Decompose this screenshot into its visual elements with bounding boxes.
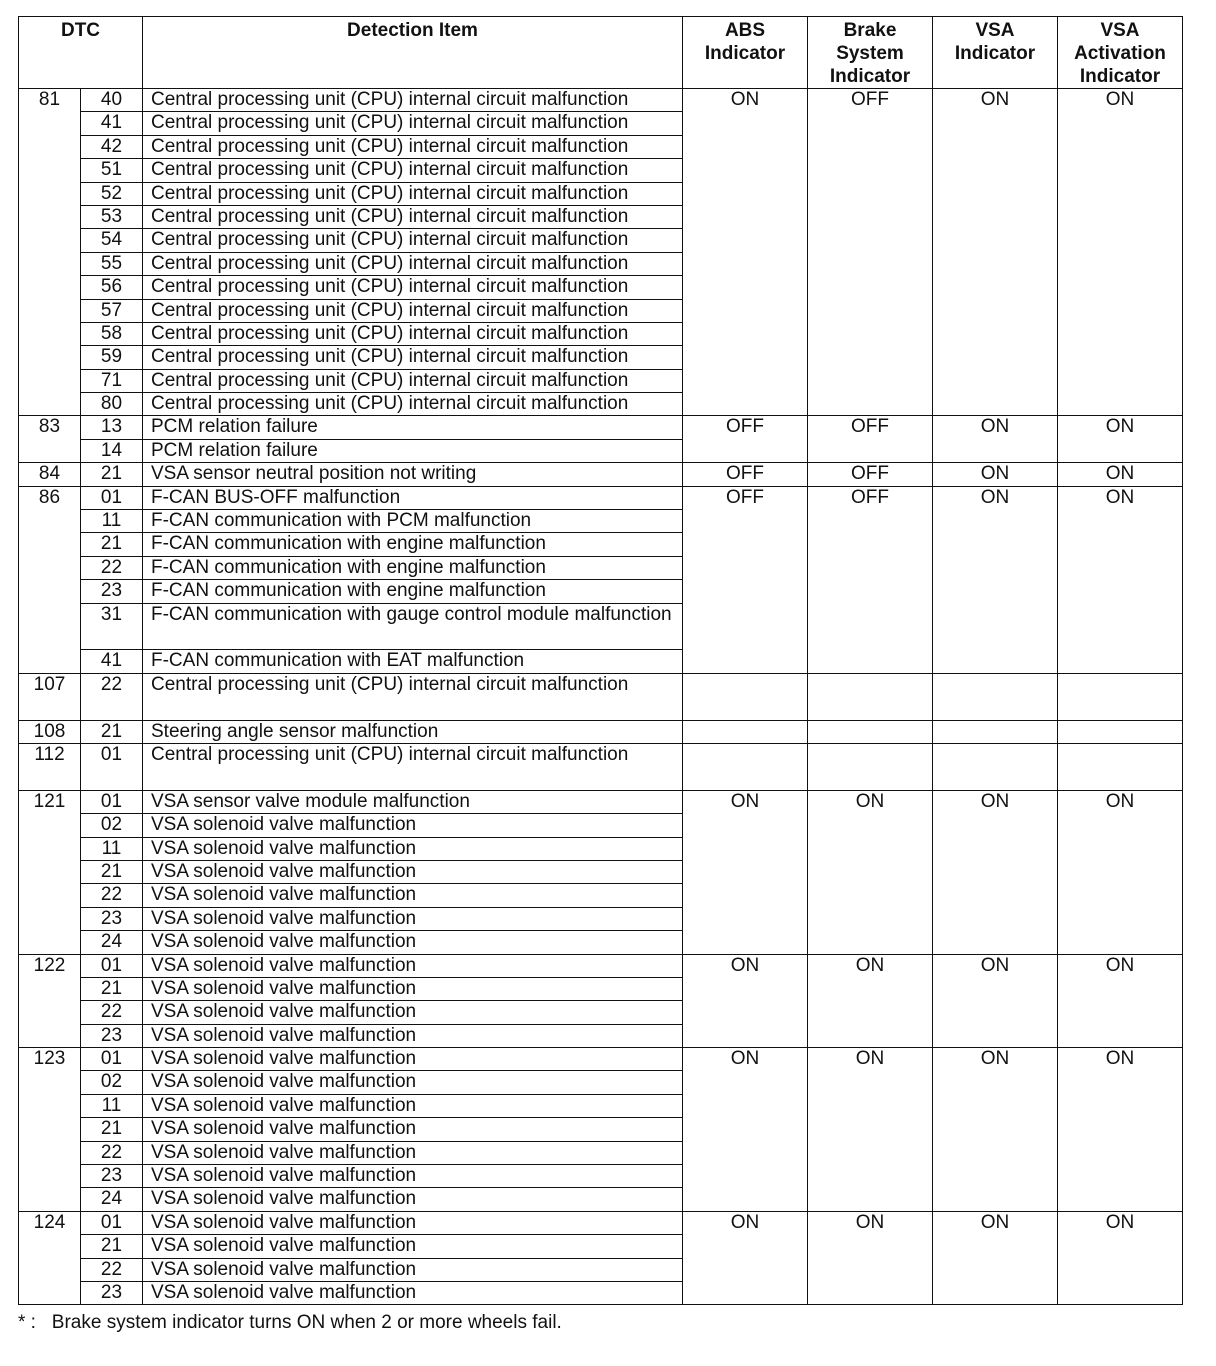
table-body <box>19 89 1183 1305</box>
detection-item: F-CAN communication with engine malfunction <box>143 533 683 556</box>
dtc-sub-code: 21 <box>81 860 143 883</box>
dtc-sub-code: 01 <box>81 790 143 813</box>
table-row <box>19 954 1183 977</box>
detection-item: VSA solenoid valve malfunction <box>143 977 683 1000</box>
table-row <box>19 790 1183 813</box>
detection-item: VSA solenoid valve malfunction <box>143 907 683 930</box>
detection-item: Central processing unit (CPU) internal circuit malfunction <box>143 276 683 299</box>
dtc-sub-code: 23 <box>81 580 143 603</box>
abs-indicator-status: ON <box>683 1211 808 1305</box>
abs-indicator-status <box>683 720 808 743</box>
detection-item: PCM relation failure <box>143 439 683 462</box>
dtc-sub-code: 21 <box>81 533 143 556</box>
dtc-sub-code: 51 <box>81 159 143 182</box>
dtc-sub-code: 31 <box>81 603 143 650</box>
dtc-main-code: 121 <box>19 790 81 954</box>
dtc-sub-code: 21 <box>81 1235 143 1258</box>
detection-item: VSA solenoid valve malfunction <box>143 814 683 837</box>
dtc-main-code: 124 <box>19 1211 81 1305</box>
table-row <box>19 89 1183 112</box>
detection-item: VSA sensor valve module malfunction <box>143 790 683 813</box>
detection-item: VSA solenoid valve malfunction <box>143 1118 683 1141</box>
dtc-sub-code: 22 <box>81 884 143 907</box>
detection-item: PCM relation failure <box>143 416 683 439</box>
dtc-sub-code: 41 <box>81 650 143 673</box>
detection-item: VSA solenoid valve malfunction <box>143 860 683 883</box>
dtc-sub-code: 22 <box>81 1001 143 1024</box>
detection-item: Steering angle sensor malfunction <box>143 720 683 743</box>
vsa-indicator-status: ON <box>933 486 1058 673</box>
abs-indicator-status: OFF <box>683 416 808 463</box>
brake-system-indicator-status: ON <box>808 954 933 1048</box>
brake-system-indicator-status <box>808 743 933 790</box>
dtc-sub-code: 71 <box>81 369 143 392</box>
dtc-sub-code: 56 <box>81 276 143 299</box>
dtc-sub-code: 01 <box>81 486 143 509</box>
dtc-main-code: 107 <box>19 673 81 720</box>
footnote: * : Brake system indicator turns ON when 2 or more wheels fail. <box>18 1312 562 1333</box>
dtc-sub-code: 55 <box>81 252 143 275</box>
dtc-sub-code: 13 <box>81 416 143 439</box>
header-abs-indicator: ABS Indicator <box>683 17 808 89</box>
detection-item: VSA solenoid valve malfunction <box>143 931 683 954</box>
dtc-sub-code: 14 <box>81 439 143 462</box>
header-brake-system-indicator: Brake System Indicator <box>808 17 933 89</box>
detection-item: VSA solenoid valve malfunction <box>143 1281 683 1304</box>
detection-item: Central processing unit (CPU) internal circuit malfunction <box>143 229 683 252</box>
table-row <box>19 463 1183 486</box>
dtc-sub-code: 23 <box>81 907 143 930</box>
dtc-sub-code: 01 <box>81 1211 143 1234</box>
detection-item: VSA solenoid valve malfunction <box>143 1211 683 1234</box>
detection-item: VSA solenoid valve malfunction <box>143 884 683 907</box>
dtc-sub-code: 24 <box>81 931 143 954</box>
abs-indicator-status: OFF <box>683 463 808 486</box>
vsa-indicator-status: ON <box>933 790 1058 954</box>
abs-indicator-status <box>683 743 808 790</box>
detection-item: Central processing unit (CPU) internal circuit malfunction <box>143 205 683 228</box>
abs-indicator-status <box>683 673 808 720</box>
dtc-sub-code: 59 <box>81 346 143 369</box>
detection-item: Central processing unit (CPU) internal circuit malfunction <box>143 369 683 392</box>
dtc-sub-code: 40 <box>81 89 143 112</box>
dtc-sub-code: 57 <box>81 299 143 322</box>
dtc-sub-code: 22 <box>81 1258 143 1281</box>
dtc-sub-code: 42 <box>81 135 143 158</box>
dtc-sub-code: 01 <box>81 954 143 977</box>
detection-item: Central processing unit (CPU) internal circuit malfunction <box>143 299 683 322</box>
dtc-sub-code: 11 <box>81 1094 143 1117</box>
dtc-sub-code: 21 <box>81 1118 143 1141</box>
detection-item: VSA solenoid valve malfunction <box>143 1048 683 1071</box>
vsa-indicator-status: ON <box>933 954 1058 1048</box>
dtc-sub-code: 21 <box>81 720 143 743</box>
vsa-activation-indicator-status: ON <box>1058 1048 1183 1212</box>
vsa-activation-indicator-status: ON <box>1058 416 1183 463</box>
detection-item: Central processing unit (CPU) internal circuit malfunction <box>143 112 683 135</box>
vsa-activation-indicator-status: ON <box>1058 486 1183 673</box>
table-row <box>19 486 1183 509</box>
header-detection-item: Detection Item <box>143 17 683 89</box>
detection-item: VSA solenoid valve malfunction <box>143 1165 683 1188</box>
table-row <box>19 673 1183 720</box>
brake-system-indicator-status <box>808 720 933 743</box>
detection-item: F-CAN BUS-OFF malfunction <box>143 486 683 509</box>
detection-item: VSA solenoid valve malfunction <box>143 1188 683 1211</box>
dtc-sub-code: 80 <box>81 393 143 416</box>
dtc-sub-code: 22 <box>81 556 143 579</box>
dtc-sub-code: 53 <box>81 205 143 228</box>
vsa-activation-indicator-status: ON <box>1058 89 1183 416</box>
table-row <box>19 720 1183 743</box>
brake-system-indicator-status: ON <box>808 1048 933 1212</box>
dtc-sub-code: 23 <box>81 1281 143 1304</box>
vsa-activation-indicator-status <box>1058 743 1183 790</box>
header-vsa-indicator: VSA Indicator <box>933 17 1058 89</box>
detection-item: F-CAN communication with engine malfunction <box>143 556 683 579</box>
dtc-sub-code: 58 <box>81 322 143 345</box>
header-vsa-activation-indicator: VSA Activation Indicator <box>1058 17 1183 89</box>
dtc-main-code: 122 <box>19 954 81 1048</box>
detection-item: VSA solenoid valve malfunction <box>143 954 683 977</box>
dtc-main-code: 123 <box>19 1048 81 1212</box>
detection-item: Central processing unit (CPU) internal circuit malfunction <box>143 159 683 182</box>
dtc-sub-code: 11 <box>81 510 143 533</box>
vsa-activation-indicator-status <box>1058 673 1183 720</box>
vsa-indicator-status: ON <box>933 463 1058 486</box>
vsa-activation-indicator-status: ON <box>1058 790 1183 954</box>
table-row <box>19 743 1183 790</box>
vsa-indicator-status: ON <box>933 89 1058 416</box>
vsa-indicator-status: ON <box>933 1211 1058 1305</box>
brake-system-indicator-status: OFF <box>808 416 933 463</box>
detection-item: Central processing unit (CPU) internal circuit malfunction <box>143 322 683 345</box>
dtc-main-code: 83 <box>19 416 81 463</box>
detection-item: F-CAN communication with PCM malfunction <box>143 510 683 533</box>
detection-item: Central processing unit (CPU) internal circuit malfunction <box>143 743 683 790</box>
detection-item: Central processing unit (CPU) internal circuit malfunction <box>143 346 683 369</box>
dtc-table <box>18 16 1183 1305</box>
brake-system-indicator-status: OFF <box>808 89 933 416</box>
abs-indicator-status: ON <box>683 89 808 416</box>
vsa-indicator-status <box>933 743 1058 790</box>
detection-item: VSA solenoid valve malfunction <box>143 1024 683 1047</box>
dtc-sub-code: 01 <box>81 743 143 790</box>
detection-item: Central processing unit (CPU) internal circuit malfunction <box>143 182 683 205</box>
table-row <box>19 1048 1183 1071</box>
dtc-sub-code: 54 <box>81 229 143 252</box>
detection-item: VSA solenoid valve malfunction <box>143 1071 683 1094</box>
dtc-sub-code: 02 <box>81 814 143 837</box>
detection-item: F-CAN communication with engine malfunction <box>143 580 683 603</box>
detection-item: Central processing unit (CPU) internal circuit malfunction <box>143 135 683 158</box>
table-row <box>19 1211 1183 1234</box>
brake-system-indicator-status: OFF <box>808 463 933 486</box>
vsa-indicator-status: ON <box>933 416 1058 463</box>
detection-item: VSA solenoid valve malfunction <box>143 1258 683 1281</box>
dtc-sub-code: 41 <box>81 112 143 135</box>
detection-item: F-CAN communication with EAT malfunction <box>143 650 683 673</box>
detection-item: VSA sensor neutral position not writing <box>143 463 683 486</box>
detection-item: Central processing unit (CPU) internal circuit malfunction <box>143 393 683 416</box>
vsa-activation-indicator-status: ON <box>1058 1211 1183 1305</box>
dtc-main-code: 84 <box>19 463 81 486</box>
dtc-sub-code: 21 <box>81 463 143 486</box>
brake-system-indicator-status <box>808 673 933 720</box>
dtc-main-code: 112 <box>19 743 81 790</box>
detection-item: VSA solenoid valve malfunction <box>143 1235 683 1258</box>
brake-system-indicator-status: ON <box>808 1211 933 1305</box>
vsa-activation-indicator-status: ON <box>1058 954 1183 1048</box>
table-header-row <box>19 17 1183 89</box>
detection-item: F-CAN communication with gauge control module malfunction <box>143 603 683 650</box>
abs-indicator-status: ON <box>683 1048 808 1212</box>
dtc-sub-code: 24 <box>81 1188 143 1211</box>
abs-indicator-status: ON <box>683 790 808 954</box>
detection-item: VSA solenoid valve malfunction <box>143 1094 683 1117</box>
dtc-sub-code: 23 <box>81 1165 143 1188</box>
detection-item: Central processing unit (CPU) internal circuit malfunction <box>143 673 683 720</box>
dtc-sub-code: 22 <box>81 673 143 720</box>
detection-item: Central processing unit (CPU) internal circuit malfunction <box>143 252 683 275</box>
dtc-sub-code: 02 <box>81 1071 143 1094</box>
dtc-main-code: 81 <box>19 89 81 416</box>
table-row <box>19 416 1183 439</box>
vsa-indicator-status: ON <box>933 1048 1058 1212</box>
dtc-sub-code: 22 <box>81 1141 143 1164</box>
detection-item: VSA solenoid valve malfunction <box>143 1001 683 1024</box>
abs-indicator-status: OFF <box>683 486 808 673</box>
header-dtc: DTC <box>19 17 143 89</box>
detection-item: VSA solenoid valve malfunction <box>143 1141 683 1164</box>
dtc-main-code: 86 <box>19 486 81 673</box>
abs-indicator-status: ON <box>683 954 808 1048</box>
dtc-sub-code: 23 <box>81 1024 143 1047</box>
vsa-activation-indicator-status <box>1058 720 1183 743</box>
dtc-sub-code: 01 <box>81 1048 143 1071</box>
brake-system-indicator-status: ON <box>808 790 933 954</box>
dtc-main-code: 108 <box>19 720 81 743</box>
detection-item: VSA solenoid valve malfunction <box>143 837 683 860</box>
vsa-activation-indicator-status: ON <box>1058 463 1183 486</box>
vsa-indicator-status <box>933 720 1058 743</box>
vsa-indicator-status <box>933 673 1058 720</box>
dtc-sub-code: 21 <box>81 977 143 1000</box>
detection-item: Central processing unit (CPU) internal circuit malfunction <box>143 89 683 112</box>
dtc-sub-code: 52 <box>81 182 143 205</box>
dtc-sub-code: 11 <box>81 837 143 860</box>
brake-system-indicator-status: OFF <box>808 486 933 673</box>
